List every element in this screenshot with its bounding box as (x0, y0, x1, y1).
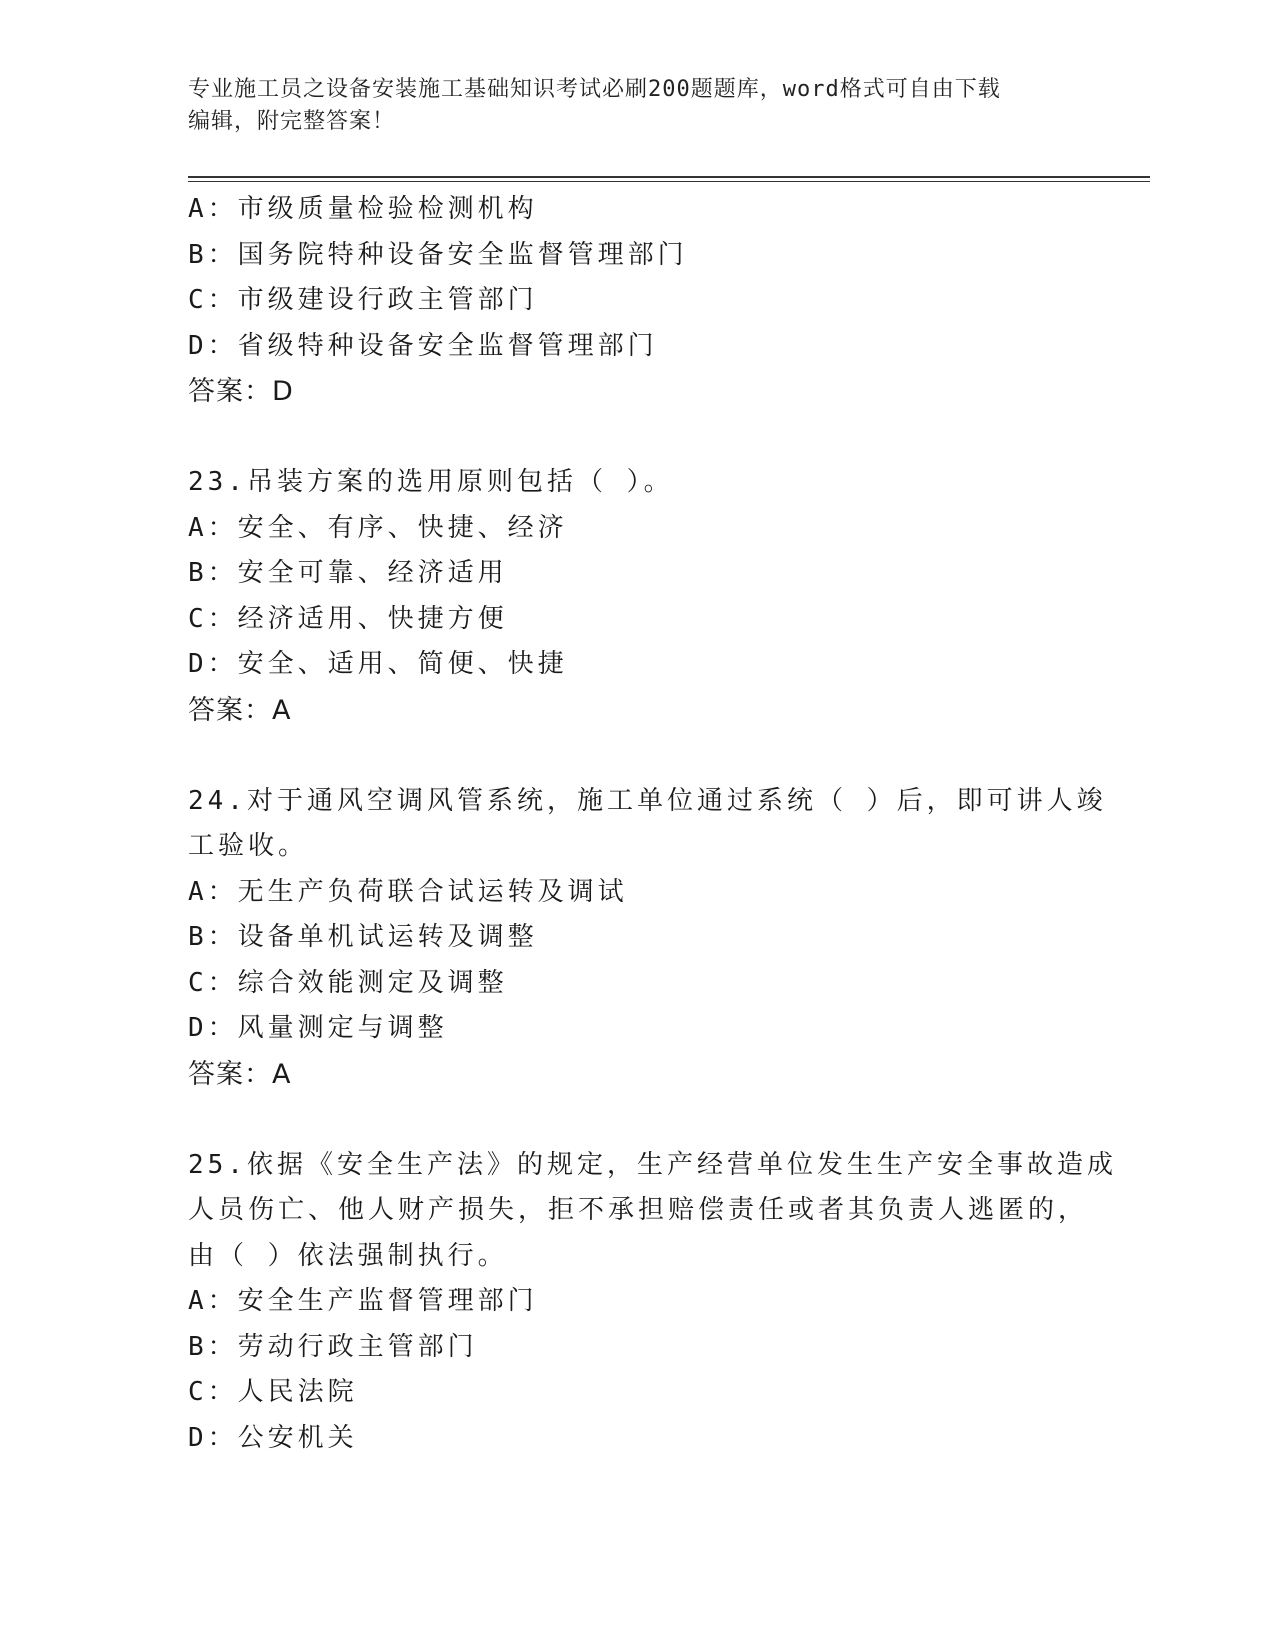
option-d: D：公安机关 (188, 1422, 358, 1453)
document-header (188, 74, 1068, 138)
question-block-25 (188, 1143, 1117, 1462)
question-list (188, 187, 1117, 1461)
header-divider-thick (188, 176, 1150, 178)
question-text: 23.吊装方案的选用原则包括（ ）。 (188, 467, 674, 497)
option-a: A：安全生产监督管理部门 (188, 1286, 538, 1316)
option-c: C：市级建设行政主管部门 (188, 285, 538, 315)
option-d: D：省级特种设备安全监督管理部门 (188, 330, 658, 361)
question-text-line-2: 人员伤亡、他人财产损失，拒不承担赔偿责任或者其负责人逃匿的， (188, 1195, 1089, 1225)
option-d: D：风量测定与调整 (188, 1013, 448, 1043)
question-block-24 (188, 779, 1107, 1098)
header-divider-thin (188, 181, 1150, 182)
option-c: C：人民法院 (188, 1377, 358, 1407)
option-c: C：经济适用、快捷方便 (188, 603, 508, 634)
question-block-22 (188, 187, 1088, 415)
option-b: B：设备单机试运转及调整 (188, 922, 538, 952)
header-title-line-2: 编辑，附完整答案！ (188, 109, 396, 134)
header-title-line-1: 专业施工员之设备安装施工基础知识考试必刷200题题库，word格式可自由下载 (188, 77, 1001, 102)
option-a: A：市级质量检验检测机构 (188, 194, 538, 224)
question-text-line-2: 工验收。 (188, 831, 309, 861)
answer-line: 答案：A (188, 1058, 292, 1090)
spacer (188, 1097, 1088, 1143)
option-b: B：劳动行政主管部门 (188, 1331, 478, 1362)
answer-line: 答案：D (188, 376, 294, 407)
option-d: D：安全、适用、简便、快捷 (188, 649, 568, 679)
question-text-line-1: 25.依据《安全生产法》的规定，生产经营单位发生生产安全事故造成 (188, 1149, 1117, 1180)
spacer (188, 733, 1088, 779)
question-text-line-1: 24.对于通风空调风管系统，施工单位通过系统（ ）后，即可讲人竣 (188, 785, 1107, 816)
option-a: A：安全、有序、快捷、经济 (188, 512, 568, 543)
option-c: C：综合效能测定及调整 (188, 967, 508, 998)
option-b: B：国务院特种设备安全监督管理部门 (188, 239, 688, 270)
question-block-23 (188, 460, 1088, 733)
question-text-line-3: 由（ ）依法强制执行。 (188, 1240, 508, 1271)
spacer (188, 415, 1088, 461)
option-a: A：无生产负荷联合试运转及调试 (188, 876, 628, 907)
answer-line: 答案：A (188, 694, 292, 726)
option-b: B：安全可靠、经济适用 (188, 558, 508, 588)
